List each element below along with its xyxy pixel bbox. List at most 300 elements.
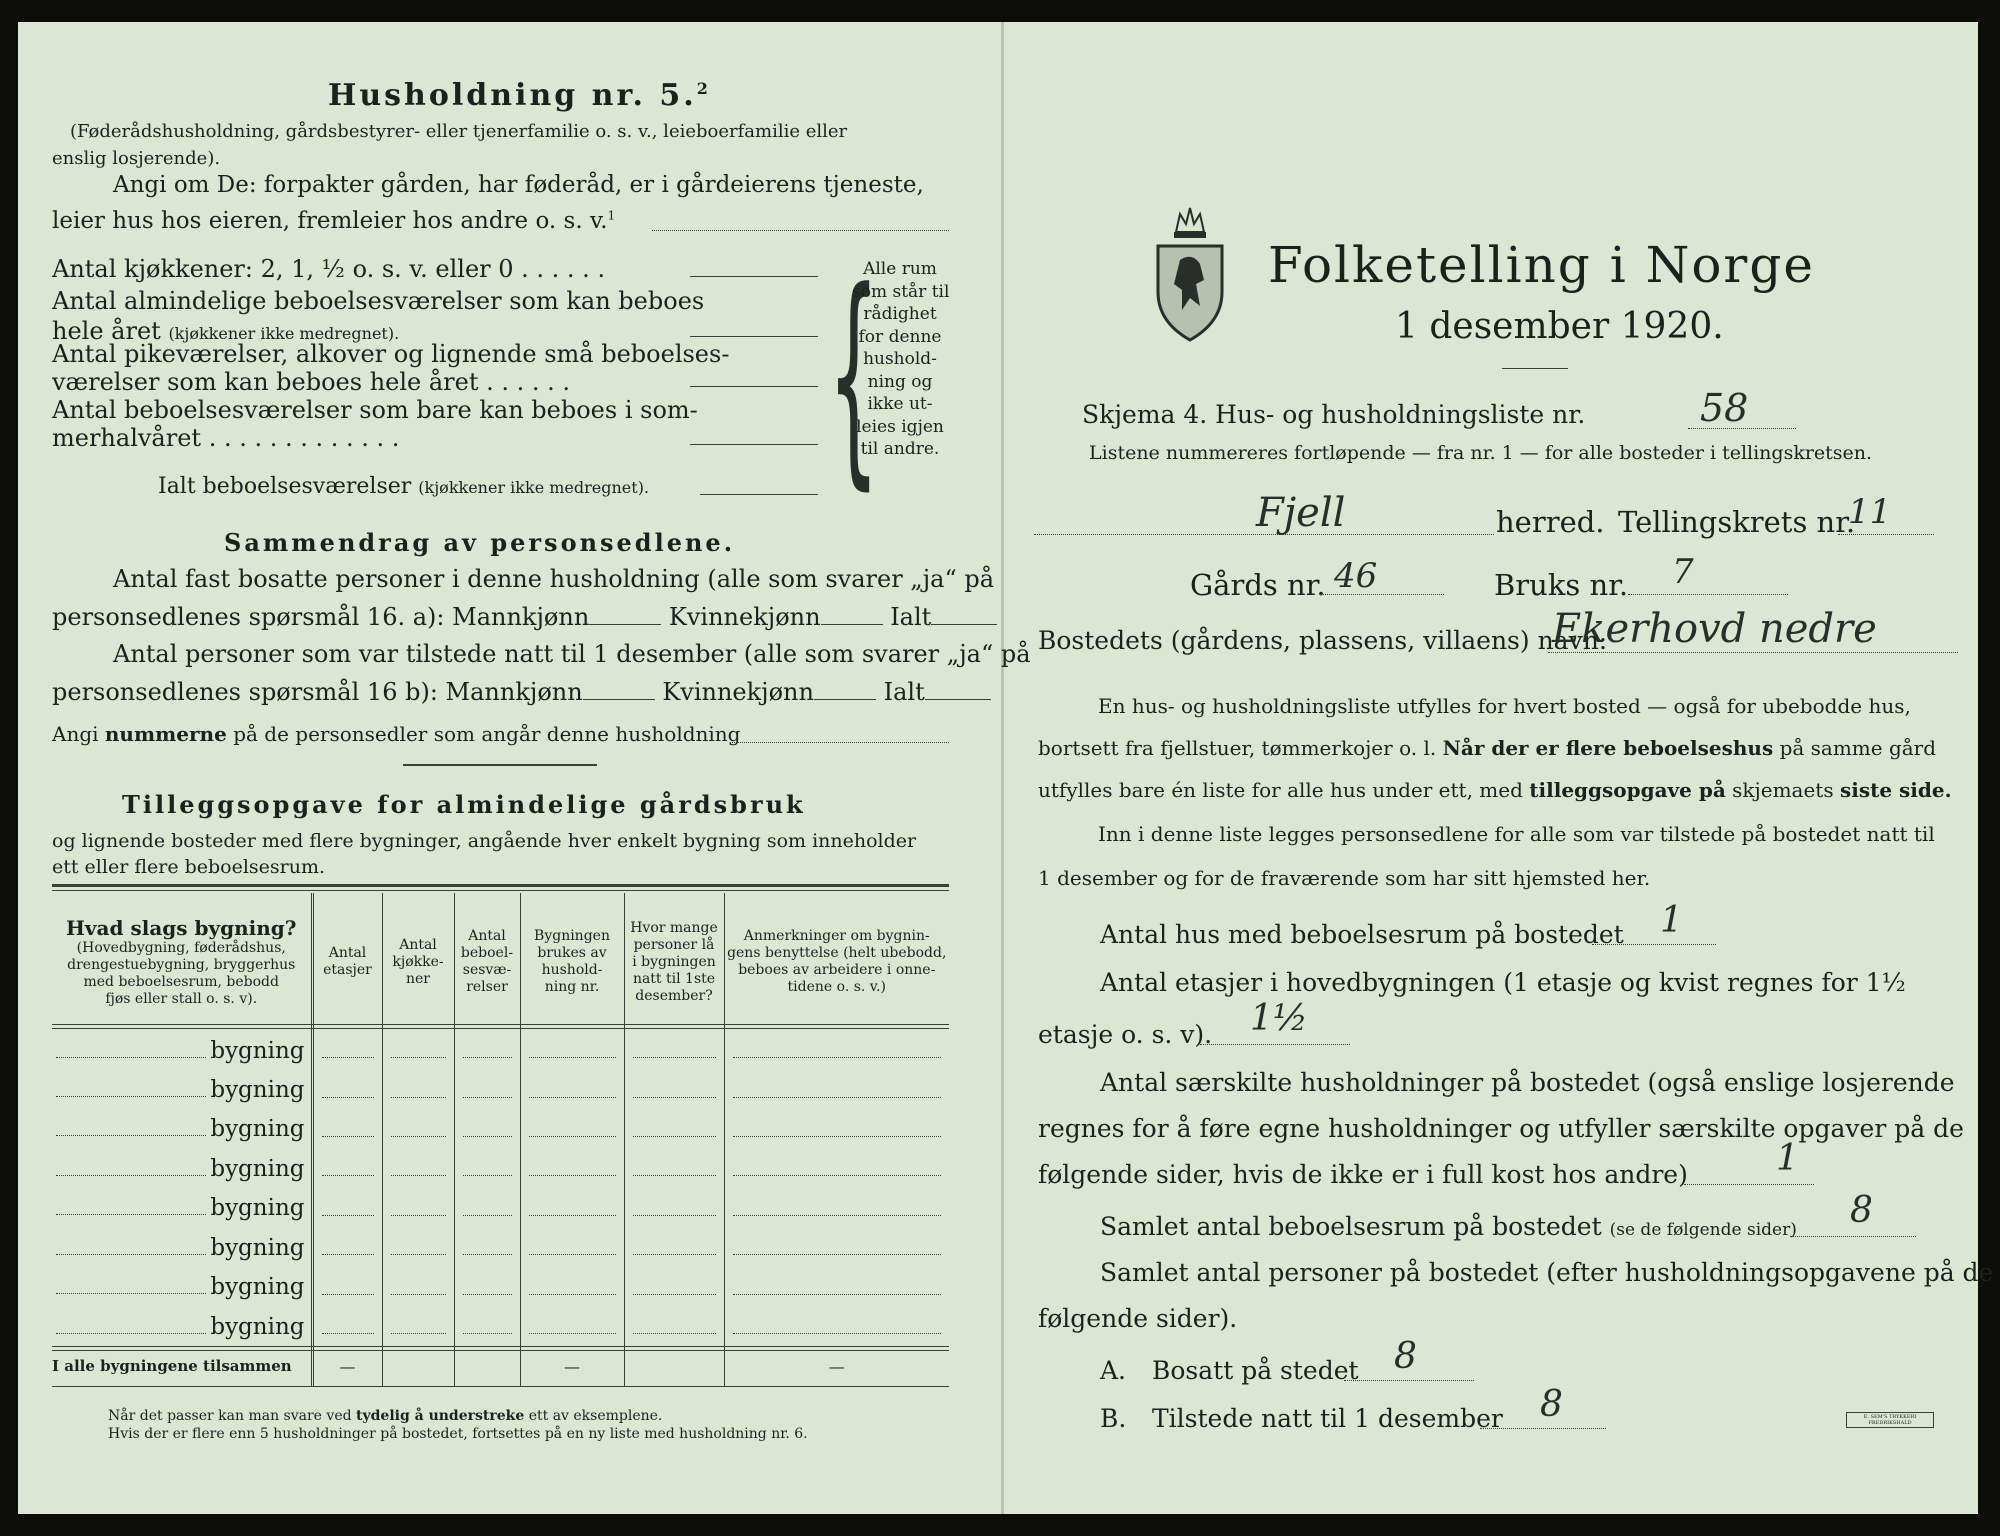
- building-cell-line: [633, 1254, 716, 1255]
- building-name-line: [56, 1214, 206, 1215]
- building-cell-kjokkener[interactable]: [382, 1307, 454, 1347]
- household-title: [328, 78, 711, 113]
- herred-value[interactable]: Fjell: [1256, 490, 1346, 536]
- col-header-line: natt til 1ste: [632, 970, 716, 987]
- a-label: A.: [1100, 1356, 1127, 1385]
- building-cell-line: [391, 1175, 446, 1176]
- brace-note-line: til andre.: [860, 439, 940, 459]
- skjema-nr-line: [1688, 428, 1796, 429]
- rooms-alm-1: Antal almindelige beboelsesværelser som kan beboes: [52, 287, 705, 315]
- household-title-sup: 2: [696, 79, 711, 98]
- alm-answer: [690, 336, 818, 337]
- building-row-label: bygning: [210, 1274, 305, 1301]
- b-line: [1480, 1428, 1606, 1429]
- tillegg-sub-2: ett eller flere beboelsesrum.: [52, 856, 326, 878]
- brace-note-line: for denne: [858, 326, 942, 347]
- p2-kvinne-label: Kvinnekjønn: [662, 678, 814, 706]
- building-cell-husholdning[interactable]: [520, 1110, 624, 1149]
- instr-2: [1038, 736, 1936, 760]
- coat-of-arms-icon: [1152, 194, 1228, 344]
- col-header-line: desember?: [635, 987, 713, 1004]
- building-cell-line: [322, 1333, 374, 1334]
- main-date: 1 desember 1920.: [1395, 306, 1724, 347]
- building-row-label: bygning: [210, 1313, 305, 1340]
- building-cell-line: [529, 1097, 616, 1098]
- building-cell-husholdning[interactable]: [520, 1189, 624, 1228]
- building-cell-kjokkener[interactable]: [382, 1149, 454, 1188]
- building-cell-kjokkener[interactable]: [382, 1189, 454, 1228]
- bruks-label: Bruks nr.: [1494, 568, 1629, 602]
- building-cell-vaerelser[interactable]: [454, 1149, 520, 1188]
- building-cell-line: [633, 1097, 716, 1098]
- col-header-line: relser: [466, 979, 508, 995]
- instr-3-mid: skjemaets: [1732, 778, 1834, 802]
- rooms-alm-2-small: (kjøkkener ikke medregnet).: [168, 324, 400, 343]
- building-cell-line: [463, 1215, 512, 1216]
- building-cell-line: [633, 1333, 716, 1334]
- household-title-text: Husholdning nr. 5.: [328, 78, 697, 113]
- col-header-building-title: Hvad slags bygning?: [66, 916, 297, 940]
- building-cell-line: [391, 1215, 446, 1216]
- q-hush-3: følgende sider, hvis de ikke er i full kost hos andre): [1038, 1160, 1688, 1189]
- col-header-line: tidene o. s. v.): [787, 979, 886, 995]
- building-row: [52, 1228, 949, 1267]
- sammendrag-p2a: Antal personer som var tilstede natt til 1 desember (alle som svarer „ja“ på: [113, 640, 1031, 668]
- building-cell-line: [463, 1254, 512, 1255]
- brace-note-line: som står til: [852, 281, 950, 302]
- building-cell-line: [322, 1097, 374, 1098]
- building-cell-etasjer[interactable]: [312, 1110, 382, 1149]
- instr-2-bold: Når der er flere beboelseshus: [1442, 736, 1774, 760]
- angi-sup: 1: [607, 208, 616, 223]
- building-cell-label[interactable]: [52, 1267, 312, 1306]
- krets-line: [1838, 534, 1934, 535]
- building-cell-line: [391, 1097, 446, 1098]
- building-cell-anmerkninger[interactable]: [724, 1189, 949, 1228]
- col-header-etasjer: [312, 893, 382, 1031]
- sammendrag-heading: Sammendrag av personsedlene.: [224, 528, 736, 557]
- brace-note-line: ikke ut-: [867, 394, 933, 414]
- sammendrag-p1a: Antal fast bosatte personer i denne husholdning (alle som svarer „ja“ på: [113, 565, 995, 593]
- printer-stamp: [1846, 1412, 1934, 1428]
- gards-value[interactable]: 46: [1334, 556, 1378, 596]
- col-header-line: Antal: [328, 945, 367, 961]
- building-cell-etasjer[interactable]: [312, 1189, 382, 1228]
- building-row: [52, 1307, 949, 1347]
- col-header-anmerkninger: [724, 893, 949, 1031]
- skjema-nr-value[interactable]: 58: [1700, 386, 1749, 430]
- building-cell-line: [633, 1294, 716, 1295]
- building-cell-line: [529, 1215, 616, 1216]
- col-header-husholdning: [520, 893, 624, 1031]
- rooms-som-2: merhalvåret . . . . . . . . . . . . .: [52, 424, 400, 452]
- building-cell-line: [463, 1136, 512, 1137]
- instr-2-post: på samme gård: [1779, 736, 1937, 760]
- b-text: Tilstede natt til 1 desember: [1152, 1404, 1503, 1433]
- building-name-line: [56, 1057, 206, 1058]
- col-header-kjokkener: [382, 893, 454, 1031]
- brace-note-line: hushold-: [863, 349, 937, 369]
- a-text: Bosatt på stedet: [1152, 1356, 1359, 1385]
- building-cell-line: [322, 1294, 374, 1295]
- intro-paren-2: enslig losjerende).: [52, 148, 221, 169]
- p1-ialt-label: Ialt: [890, 603, 932, 631]
- col-header-line: i bygningen: [632, 953, 716, 970]
- table-top-rule: [52, 884, 949, 887]
- building-row: [52, 1070, 949, 1109]
- building-cell-personer[interactable]: [624, 1070, 724, 1109]
- building-cell-kjokkener[interactable]: [382, 1070, 454, 1109]
- building-cell-line: [733, 1215, 942, 1216]
- building-cell-line: [463, 1097, 512, 1098]
- bosted-label: Bostedets (gårdens, plassens, villaens) navn:: [1038, 626, 1608, 655]
- building-cell-line: [322, 1175, 374, 1176]
- skjema-line: Skjema 4. Hus- og husholdningsliste nr.: [1082, 400, 1586, 429]
- brace: {: [828, 243, 880, 510]
- building-cell-kjokkener[interactable]: [382, 1228, 454, 1267]
- building-cell-label[interactable]: [52, 1149, 312, 1188]
- building-cell-line: [529, 1175, 616, 1176]
- q-etasjer-2: etasje o. s. v).: [1038, 1020, 1213, 1049]
- building-cell-kjokkener[interactable]: [382, 1110, 454, 1149]
- total-personer: [624, 1346, 724, 1386]
- brace-note: [852, 258, 948, 461]
- angi-nummerne: [52, 722, 740, 746]
- building-cell-etasjer[interactable]: [312, 1149, 382, 1188]
- building-cell-line: [733, 1175, 942, 1176]
- intro-paren: (Føderådshusholdning, gårdsbestyrer- eller tjenerfamilie o. s. v., leieboerfamilie eller: [70, 121, 848, 142]
- building-cell-vaerelser[interactable]: [454, 1307, 520, 1347]
- col-header-building-desc: med beboelsesrum, bebodd: [83, 974, 279, 990]
- building-cell-husholdning[interactable]: [520, 1228, 624, 1267]
- building-cell-line: [529, 1254, 616, 1255]
- instr-2-pre: bortsett fra fjellstuer, tømmerkojer o. l.: [1038, 736, 1437, 760]
- main-title: Folketelling i Norge: [1268, 236, 1815, 294]
- col-header-line: Hvor mange: [630, 919, 718, 936]
- rooms-pike-1: Antal pikeværelser, alkover og lignende små beboelses-: [52, 340, 730, 368]
- building-cell-husholdning[interactable]: [520, 1149, 624, 1188]
- rooms-ialt-small: (kjøkkener ikke medregnet).: [418, 478, 650, 497]
- building-cell-line: [733, 1254, 942, 1255]
- building-cell-label[interactable]: [52, 1031, 312, 1070]
- building-row: [52, 1267, 949, 1306]
- building-row: [52, 1149, 949, 1188]
- q-rum-line: [1790, 1236, 1916, 1237]
- building-cell-etasjer[interactable]: [312, 1307, 382, 1347]
- listene-note: Listene nummereres fortløpende — fra nr. 1 — for alle bosteder i tellingskretsen.: [1089, 442, 1873, 464]
- building-cell-vaerelser[interactable]: [454, 1267, 520, 1306]
- q-hus-value[interactable]: 1: [1660, 900, 1683, 941]
- p1-mann-label: Mannkjønn: [452, 603, 590, 631]
- building-cell-line: [463, 1175, 512, 1176]
- nummerne-answer: [730, 742, 949, 743]
- building-cell-line: [529, 1057, 616, 1058]
- building-name-line: [56, 1175, 206, 1176]
- sammendrag-p1b: [52, 603, 997, 631]
- q-rum-small: (se de følgende sider): [1609, 1220, 1797, 1240]
- col-header-line: sesvæ-: [462, 962, 512, 978]
- footnote-1: [108, 1408, 662, 1424]
- building-row-label: bygning: [210, 1234, 305, 1261]
- q-hus-line: [1592, 944, 1716, 945]
- building-cell-line: [391, 1057, 446, 1058]
- building-cell-label[interactable]: [52, 1228, 312, 1267]
- building-row-label: bygning: [210, 1195, 305, 1222]
- col-header-line: hushold-: [541, 962, 603, 978]
- building-cell-etasjer[interactable]: [312, 1070, 382, 1109]
- building-cell-personer[interactable]: [624, 1110, 724, 1149]
- building-cell-personer[interactable]: [624, 1228, 724, 1267]
- bruks-value[interactable]: 7: [1672, 552, 1694, 592]
- table-top-rule-2: [52, 890, 949, 891]
- building-cell-husholdning[interactable]: [520, 1070, 624, 1109]
- col-header-line: ner: [406, 970, 430, 987]
- building-cell-line: [529, 1333, 616, 1334]
- brace-note-line: ning og: [867, 371, 933, 392]
- q-etasjer-line: [1200, 1044, 1350, 1045]
- building-name-line: [56, 1333, 206, 1334]
- rooms-alm-2-text: hele året: [52, 317, 161, 345]
- p2-ialt-label: Ialt: [883, 678, 925, 706]
- tillegg-heading: Tilleggsopgave for almindelige gårdsbruk: [122, 790, 806, 819]
- col-header-building-desc: (Hovedbygning, føderådshus,: [76, 940, 286, 956]
- col-header-building-desc: fjøs eller stall o. s. v).: [105, 991, 258, 1007]
- building-cell-line: [322, 1254, 374, 1255]
- building-cell-line: [391, 1136, 446, 1137]
- building-cell-vaerelser[interactable]: [454, 1110, 520, 1149]
- q-etasjer-value[interactable]: 1½: [1250, 998, 1308, 1039]
- building-cell-line: [463, 1294, 512, 1295]
- col-header-building-desc: drengestuebygning, bryggerhus: [67, 957, 296, 973]
- brace-note-line: Alle rum: [863, 259, 937, 279]
- total-anmerkninger: —: [724, 1346, 949, 1386]
- building-cell-line: [733, 1097, 942, 1098]
- building-cell-anmerkninger[interactable]: [724, 1228, 949, 1267]
- building-cell-line: [391, 1254, 446, 1255]
- q-hush-line: [1684, 1184, 1814, 1185]
- building-cell-line: [733, 1057, 942, 1058]
- building-cell-line: [733, 1136, 942, 1137]
- col-header-line: brukes av: [537, 945, 607, 961]
- col-header-line: personer lå: [633, 936, 715, 953]
- col-header-line: Antal: [399, 936, 437, 953]
- rooms-kjokkener: Antal kjøkkener: 2, 1, ½ o. s. v. eller 0 . . . . . .: [52, 255, 606, 283]
- total-etasjer: —: [312, 1346, 382, 1386]
- tillegg-sub-1: og lignende bosteder med flere bygninger, angående hver enkelt bygning som inneholder: [52, 830, 917, 852]
- building-cell-line: [633, 1057, 716, 1058]
- instr-3-bold2: siste side.: [1839, 778, 1952, 802]
- building-cell-line: [322, 1215, 374, 1216]
- building-cell-anmerkninger[interactable]: [724, 1307, 949, 1347]
- instr-3: [1038, 778, 1952, 802]
- building-cell-personer[interactable]: [624, 1267, 724, 1306]
- instr-4: Inn i denne liste legges personsedlene for alle som var tilstede på bostedet natt til: [1098, 822, 1935, 846]
- building-cell-line: [322, 1057, 374, 1058]
- a-line: [1344, 1380, 1474, 1381]
- b-label: B.: [1100, 1404, 1127, 1433]
- rooms-ialt-text: Ialt beboelsesværelser: [158, 474, 412, 499]
- building-cell-personer[interactable]: [624, 1149, 724, 1188]
- building-cell-line: [633, 1175, 716, 1176]
- table-bottom-rule: [52, 1386, 949, 1387]
- kjokkener-answer: [690, 276, 818, 277]
- building-cell-vaerelser[interactable]: [454, 1228, 520, 1267]
- q-rum-label: Samlet antal beboelsesrum på bostedet: [1100, 1212, 1602, 1241]
- building-cell-personer[interactable]: [624, 1189, 724, 1228]
- building-cell-line: [633, 1136, 716, 1137]
- bruks-line: [1628, 594, 1788, 595]
- building-cell-label[interactable]: [52, 1307, 312, 1347]
- rooms-som-1: Antal beboelsesværelser som bare kan beboes i som-: [52, 396, 698, 424]
- rooms-pike-2: værelser som kan beboes hele året . . . . . .: [52, 368, 571, 396]
- building-cell-anmerkninger[interactable]: [724, 1267, 949, 1306]
- building-name-line: [56, 1096, 206, 1097]
- building-cell-etasjer[interactable]: [312, 1228, 382, 1267]
- building-row-label: bygning: [210, 1116, 305, 1143]
- building-cell-line: [391, 1294, 446, 1295]
- q-rum-value[interactable]: 8: [1850, 1190, 1873, 1231]
- q-hush-value[interactable]: 1: [1776, 1138, 1799, 1179]
- col-header-line: kjøkke-: [392, 953, 444, 970]
- q-etasjer-1: Antal etasjer i hovedbygningen (1 etasje og kvist regnes for 1½: [1100, 968, 1906, 997]
- col-header-line: Bygningen: [534, 928, 610, 944]
- col-header-line: etasjer: [323, 962, 372, 978]
- angi-post: på de personsedler som angår denne husholdning: [233, 722, 741, 746]
- angi-line-2: [52, 208, 615, 234]
- total-vaerelser: [454, 1346, 520, 1386]
- building-cell-husholdning[interactable]: [520, 1307, 624, 1347]
- building-cell-line: [733, 1333, 942, 1334]
- building-cell-line: [529, 1136, 616, 1137]
- q-hush-2: regnes for å føre egne husholdninger og utfyller særskilte opgaver på de: [1038, 1114, 1964, 1143]
- col-header-building: [52, 893, 312, 1031]
- bosted-line: [1548, 652, 1958, 653]
- angi-answer-line: [652, 230, 949, 231]
- p1-kvinne-label: Kvinnekjønn: [668, 603, 821, 631]
- q-pers-1: Samlet antal personer på bostedet (efter husholdningsopgavene på de: [1100, 1258, 1994, 1287]
- p2-mann-label: Mannkjønn: [445, 678, 583, 706]
- building-name-line: [56, 1135, 206, 1136]
- footnote-1-post: ett av eksemplene.: [528, 1408, 663, 1424]
- building-cell-line: [463, 1333, 512, 1334]
- brace-note-line: leies igjen: [856, 416, 944, 437]
- stamp-line: FREDRIKSHALD: [1868, 1420, 1912, 1426]
- building-cell-line: [733, 1294, 942, 1295]
- instr-3-bold: tilleggsopgave på: [1529, 778, 1726, 802]
- q-hus-label: Antal hus med beboelsesrum på bostedet: [1100, 920, 1624, 949]
- building-cell-line: [463, 1057, 512, 1058]
- building-row: [52, 1189, 949, 1228]
- krets-value[interactable]: 11: [1848, 492, 1892, 532]
- instr-5: 1 desember og for de fraværende som har sitt hjemsted her.: [1038, 866, 1651, 890]
- col-header-line: Antal: [468, 928, 506, 944]
- gards-label: Gårds nr.: [1190, 568, 1326, 602]
- building-cell-etasjer[interactable]: [312, 1267, 382, 1306]
- col-header-line: gens benyttelse (helt ubebodd,: [727, 945, 947, 961]
- total-kjokkener: [382, 1346, 454, 1386]
- col-header-vaerelser: [454, 893, 520, 1031]
- a-value[interactable]: 8: [1394, 1336, 1417, 1377]
- instr-3-pre: utfylles bare én liste for alle hus under ett, med: [1038, 778, 1523, 802]
- q-pers-2: følgende sider).: [1038, 1304, 1238, 1333]
- building-cell-label[interactable]: [52, 1110, 312, 1149]
- building-cell-husholdning[interactable]: [520, 1031, 624, 1070]
- col-header-line: beboes av arbeidere i onne-: [738, 962, 936, 978]
- total-row: [52, 1346, 949, 1386]
- som-answer: [690, 444, 818, 445]
- building-cell-vaerelser[interactable]: [454, 1189, 520, 1228]
- building-cell-anmerkninger[interactable]: [724, 1149, 949, 1188]
- building-cell-vaerelser[interactable]: [454, 1031, 520, 1070]
- section-divider: [403, 764, 597, 766]
- building-cell-label[interactable]: [52, 1070, 312, 1109]
- building-cell-personer[interactable]: [624, 1307, 724, 1347]
- bosted-value[interactable]: Ekerhovd nedre: [1552, 606, 1877, 652]
- krets-label: Tellingskrets nr.: [1618, 505, 1856, 539]
- building-cell-line: [529, 1294, 616, 1295]
- building-cell-kjokkener[interactable]: [382, 1031, 454, 1070]
- col-header-personer: [624, 893, 724, 1031]
- sammendrag-p2b: [52, 678, 991, 706]
- building-name-line: [56, 1254, 206, 1255]
- herred-label: herred.: [1496, 505, 1605, 539]
- building-row-label: bygning: [210, 1155, 305, 1182]
- building-rows: [52, 1031, 949, 1346]
- stamp-line: E. SEM'S TRYKKERI: [1863, 1414, 1917, 1420]
- building-row-label: bygning: [210, 1077, 305, 1104]
- q-hush-1: Antal særskilte husholdninger på bostedet (også enslige losjerende: [1100, 1068, 1955, 1097]
- pike-answer: [690, 386, 818, 387]
- building-table: [52, 893, 949, 1386]
- building-row-label: bygning: [210, 1037, 305, 1064]
- building-cell-husholdning[interactable]: [520, 1267, 624, 1306]
- rooms-ialt: [158, 474, 649, 499]
- total-husholdning: —: [520, 1346, 624, 1386]
- instr-1: En hus- og husholdningsliste utfylles for hvert bosted — også for ubebodde hus,: [1098, 694, 1911, 718]
- building-cell-anmerkninger[interactable]: [724, 1110, 949, 1149]
- building-cell-line: [633, 1215, 716, 1216]
- title-rule: [1502, 368, 1568, 369]
- angi-line-2-text: leier hus hos eieren, fremleier hos andre o. s. v.: [52, 208, 608, 234]
- angi-bold: nummerne: [104, 722, 227, 746]
- building-row: [52, 1031, 949, 1070]
- building-cell-personer[interactable]: [624, 1031, 724, 1070]
- building-cell-anmerkninger[interactable]: [724, 1031, 949, 1070]
- angi-line-1: Angi om De: forpakter gården, har føderåd, er i gårdeierens tjeneste,: [113, 172, 924, 198]
- footnote-2: Hvis der er flere enn 5 husholdninger på bostedet, fortsettes på en ny liste med husholdning nr. 6.: [108, 1426, 808, 1442]
- building-cell-label[interactable]: [52, 1189, 312, 1228]
- col-header-line: ning nr.: [544, 979, 600, 995]
- b-value[interactable]: 8: [1540, 1384, 1563, 1425]
- building-cell-vaerelser[interactable]: [454, 1070, 520, 1109]
- building-cell-anmerkninger[interactable]: [724, 1070, 949, 1109]
- col-header-line: Anmerkninger om bygnin-: [743, 928, 930, 944]
- building-row: [52, 1110, 949, 1149]
- building-cell-kjokkener[interactable]: [382, 1267, 454, 1306]
- page-fold: [1001, 22, 1004, 1514]
- col-header-line: beboel-: [460, 945, 514, 961]
- p2b-text: personsedlenes spørsmål 16 b):: [52, 678, 438, 706]
- building-cell-etasjer[interactable]: [312, 1031, 382, 1070]
- p1b-text: personsedlenes spørsmål 16. a):: [52, 603, 445, 631]
- building-name-line: [56, 1293, 206, 1294]
- building-cell-line: [322, 1136, 374, 1137]
- angi-pre: Angi: [52, 722, 99, 746]
- total-label: I alle bygningene tilsammen: [52, 1357, 292, 1376]
- footnote-1-bold: tydelig å understreke: [356, 1408, 525, 1424]
- q-rum: [1100, 1212, 1797, 1241]
- footnote-1-pre: Når det passer kan man svare ved: [108, 1408, 352, 1424]
